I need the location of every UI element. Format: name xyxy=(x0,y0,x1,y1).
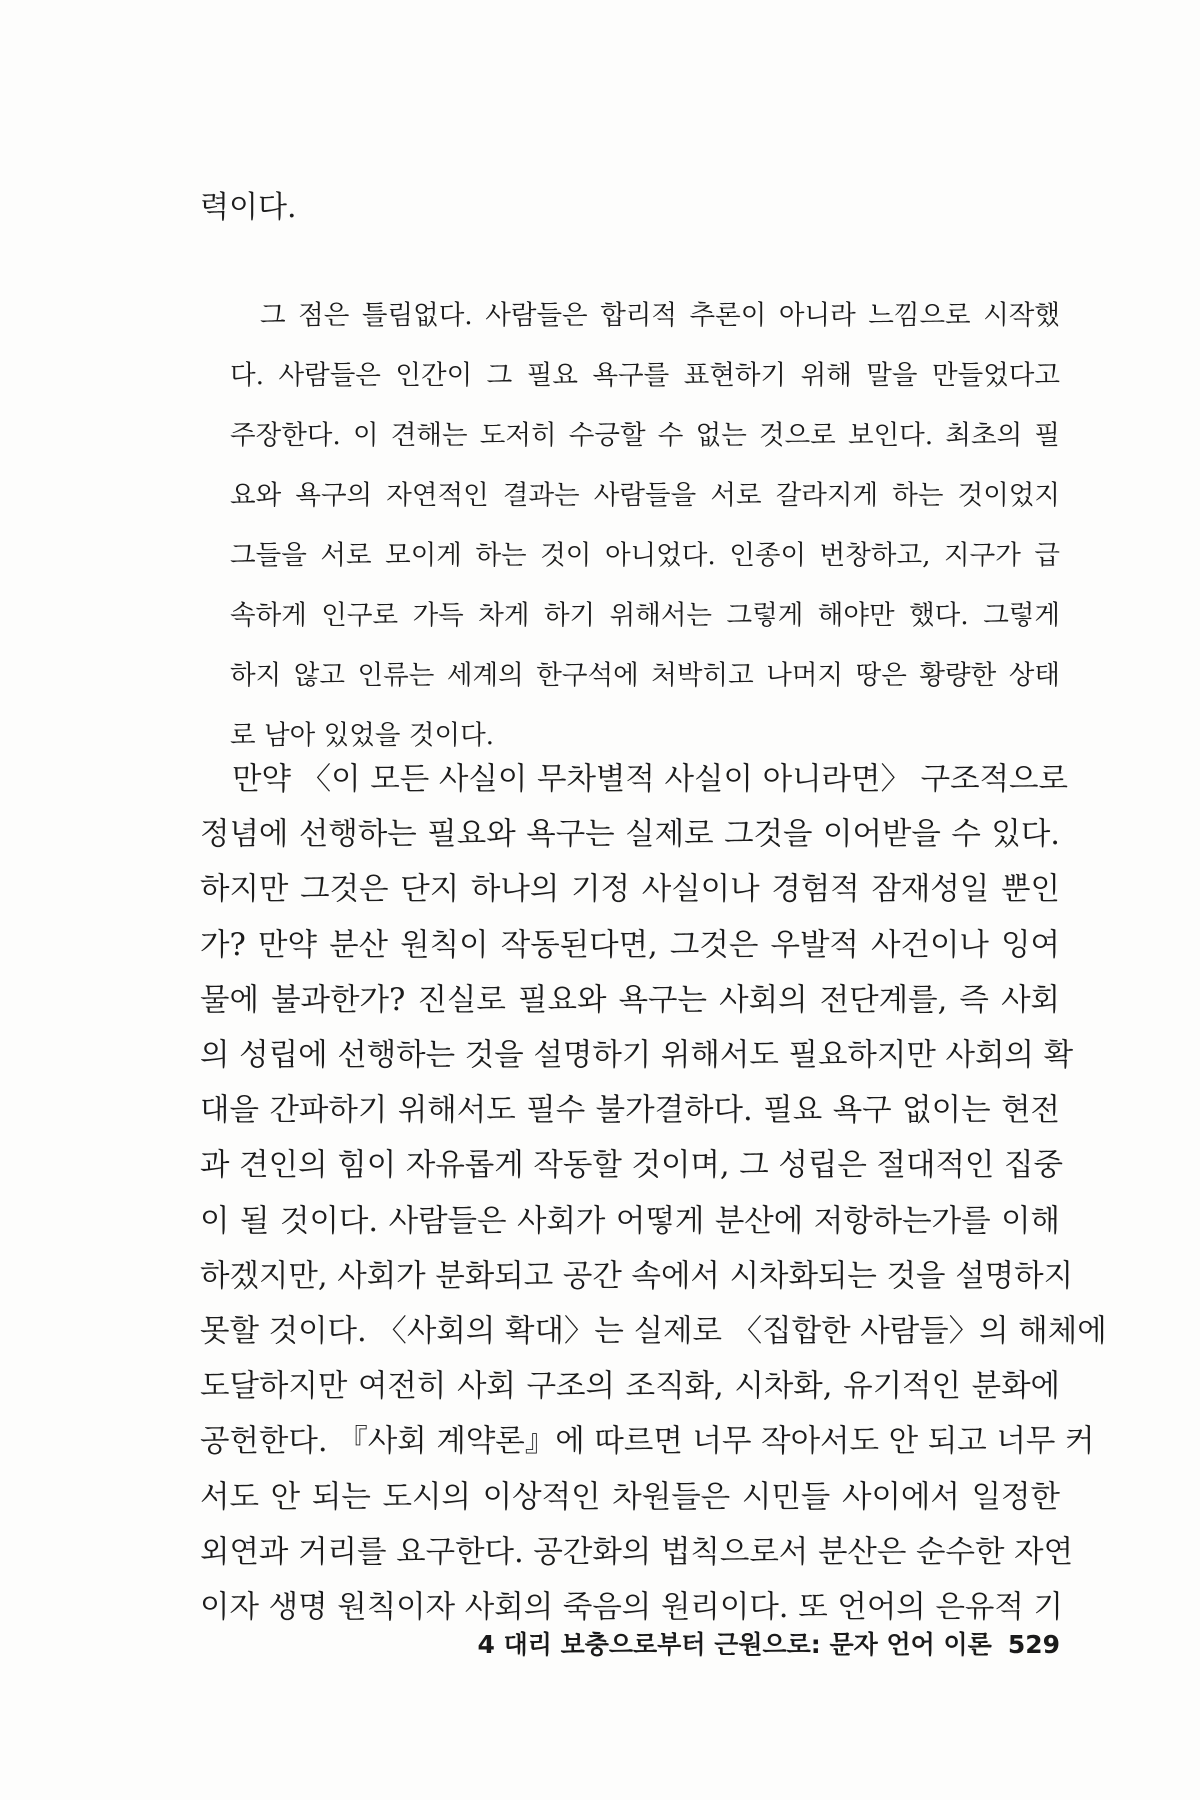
quote-line: 로 남아 있었을 것이다. xyxy=(230,720,495,751)
block-quote xyxy=(230,286,1060,766)
text-line: 물에 불과한가? 진실로 필요와 욕구는 사회의 전단계를, 즉 사회 xyxy=(200,982,1060,1018)
quote-line: 속하게 인구로 가득 차게 하기 위해서는 그렇게 해야만 했다. 그렇게 xyxy=(230,600,1060,631)
text-line: 이 될 것이다. 사람들은 사회가 어떻게 분산에 저항하는가를 이해 xyxy=(200,1203,1060,1239)
text-line: 가? 만약 분산 원칙이 작동된다면, 그것은 우발적 사건이나 잉여 xyxy=(200,927,1060,963)
text-line: 공헌한다. 『사회 계약론』에 따르면 너무 작아서도 안 되고 너무 커 xyxy=(200,1424,1095,1460)
text-line: 정념에 선행하는 필요와 욕구는 실제로 그것을 이어받을 수 있다. xyxy=(200,817,1060,853)
text-line: 대을 간파하기 위해서도 필수 불가결하다. 필요 욕구 없이는 현전 xyxy=(200,1093,1060,1129)
running-head: 4 대리 보충으로부터 근원으로: 문자 언어 이론 xyxy=(477,1630,992,1659)
text-line: 력이다. xyxy=(200,190,297,225)
quote-line: 그 점은 틀림없다. 사람들은 합리적 추론이 아니라 느낌으로 시작했 xyxy=(260,300,1060,331)
text-line: 만약 〈이 모든 사실이 무차별적 사실이 아니라면〉 구조적으로 xyxy=(232,762,1068,797)
text-line: 도달하지만 여전히 사회 구조의 조직화, 시차화, 유기적인 분화에 xyxy=(200,1369,1060,1405)
continuation-paragraph xyxy=(200,186,1060,230)
text-line: 이자 생명 원칙이자 사회의 죽음의 원리이다. 또 언어의 은유적 기 xyxy=(200,1590,1063,1626)
quote-line: 다. 사람들은 인간이 그 필요 욕구를 표현하기 위해 말을 만들었다고 xyxy=(230,360,1060,391)
quote-line: 주장한다. 이 견해는 도저히 수긍할 수 없는 것으로 보인다. 최초의 필 xyxy=(230,420,1060,451)
text-line: 서도 안 되는 도시의 이상적인 차원들은 시민들 사이에서 일정한 xyxy=(200,1479,1060,1515)
quote-line: 그들을 서로 모이게 하는 것이 아니었다. 인종이 번창하고, 지구가 급 xyxy=(230,540,1060,571)
page-number: 529 xyxy=(1007,1630,1060,1659)
text-line: 외연과 거리를 요구한다. 공간화의 법칙으로서 분산은 순수한 자연 xyxy=(200,1534,1074,1570)
text-line: 의 성립에 선행하는 것을 설명하기 위해서도 필요하지만 사회의 확 xyxy=(200,1038,1074,1074)
text-line: 하겠지만, 사회가 분화되고 공간 속에서 시차화되는 것을 설명하지 xyxy=(200,1258,1074,1294)
quote-line: 요와 욕구의 자연적인 결과는 사람들을 서로 갈라지게 하는 것이었지 xyxy=(230,480,1060,511)
page-footer xyxy=(420,1628,1060,1662)
text-line: 하지만 그것은 단지 하나의 기정 사실이나 경험적 잠재성일 뿐인 xyxy=(200,872,1060,908)
quote-line: 하지 않고 인류는 세계의 한구석에 처박히고 나머지 땅은 황량한 상태 xyxy=(230,660,1060,691)
text-line: 못할 것이다. 〈사회의 확대〉는 실제로 〈집합한 사람들〉의 해체에 xyxy=(200,1314,1107,1350)
main-paragraph xyxy=(200,752,1107,1635)
text-line: 과 견인의 힘이 자유롭게 작동할 것이며, 그 성립은 절대적인 집중 xyxy=(200,1148,1063,1184)
